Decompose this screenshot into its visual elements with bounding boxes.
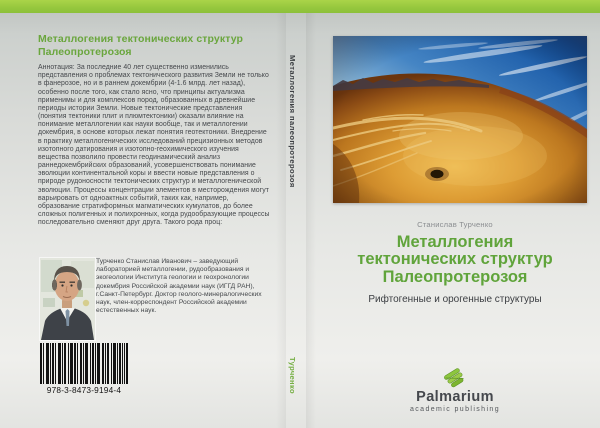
publisher-name: Palmarium [416,389,494,405]
back-cover-title: Металлогения тектонических структур Палеопротерозоя [38,33,244,59]
spine-author: Турченко [288,357,297,394]
front-author-name: Станислав Турченко [417,220,493,229]
author-biography: Турченко Станислав Иванович – заведующий лабораторией металлогении, рудообразования и экогеологии Института геологии и геохронологии докембрия Российской академии наук (ИГГД РАН), г.Санкт-Петербург. Доктор геолого-минералогических наук, член-корреспондент Российской академии естественных наук. [96,258,262,315]
isbn-number: 978-3-8473-9194-4 [46,385,122,395]
isbn-barcode [40,343,128,384]
front-title [311,234,599,286]
author-portrait-graphic [40,258,95,340]
spine-title: Металлогения палеопротерозоя [288,55,297,188]
barcode-graphic [40,343,128,384]
front-title-line-3: Палеопротерозоя [382,267,528,286]
front-subtitle: Рифтогенные и орогенные структуры [368,294,542,305]
desert-cover-photo [333,36,587,203]
back-cover-annotation: Аннотация: За последние 40 лет существенно изменились представления о проблемах тектонического развития Земли не только в фанерозое, но и в раннем докембрии (4-1.6 млрд. лет назад), особенно после того, как стало ясно, что принципы актуализма применимы и для комплексов пород, образованных в древнейшие периоды истории Земли. Новые тектонические представления (понятия тектоники плит и плюмтектоники) оказали влияние на понимание металлогении как науки вообще, так и металлогении докембрия, в основе которых лежат понятия геотектоники. Внедрение в практику металлогенических исследований прецизионных методов изотопного датирования и изотопно-геохимического изучения вещества позволило провести геодинамический анализ раннедокембрийских образований, усовершенствовать понимание эволюции континентальной коры и ввести новые представления о природе рудоносности тектонических структур и металлогенической эволюции. Процессы концентрации элементов в месторождения могут варьировать от одноактных событий, таких как, например, образование стратиформных магматических кумулатов, до более сложных полигенных и полихронных, когда рудообразующие процессы последовательно сменяют друг друга. Такого рода проц: [38,64,270,227]
palm-leaf-icon [442,367,468,389]
desert-photo-graphic [333,36,587,203]
author-portrait-photo [40,258,95,340]
front-title-line-2: тектонических структур [357,250,553,269]
publisher-logo [310,367,600,413]
top-accent-bar [0,0,600,13]
publisher-tagline: academic publishing [409,405,501,413]
front-title-line-1: Металлогения [396,233,514,251]
